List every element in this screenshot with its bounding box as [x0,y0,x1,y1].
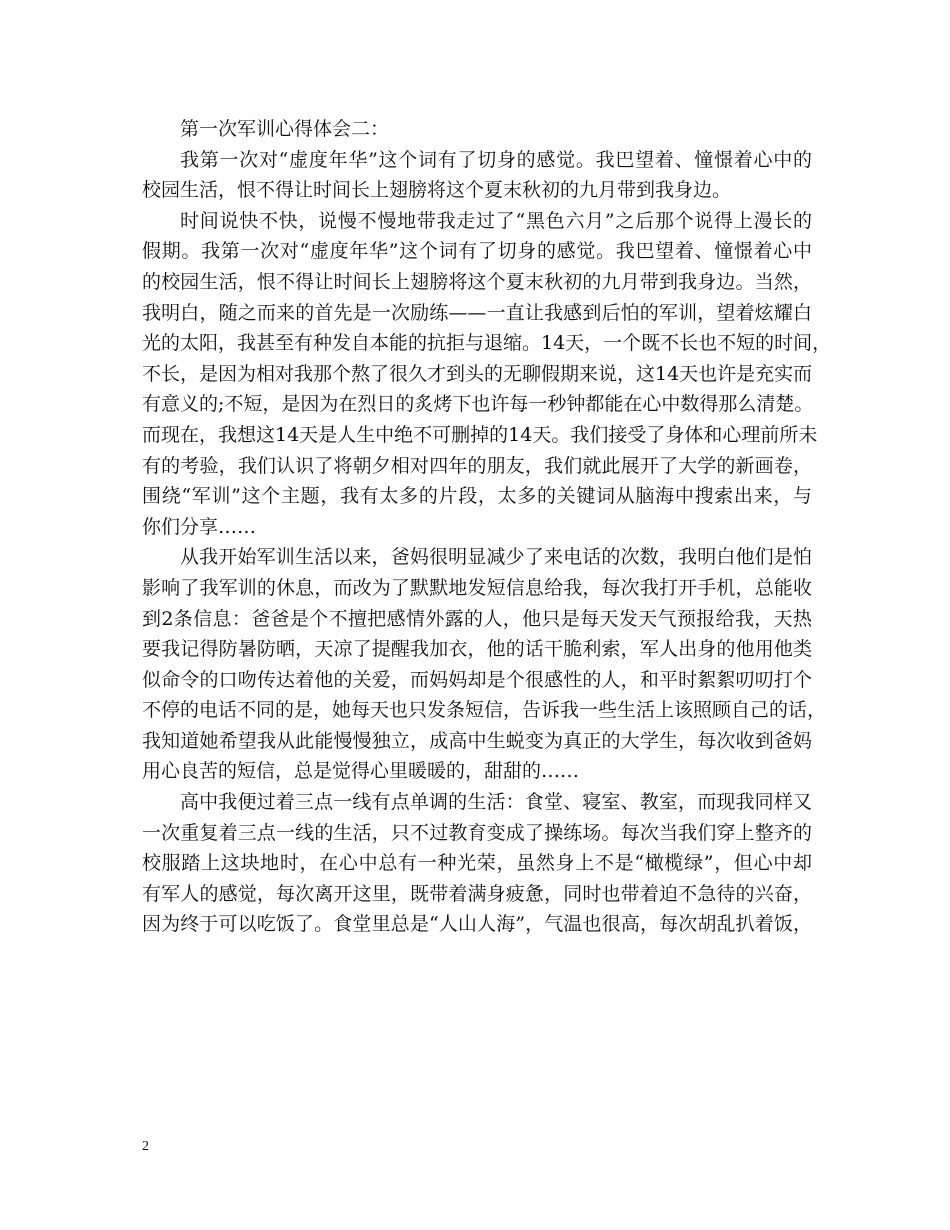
paragraph-3-line-7: 我知道她希望我从此能慢慢独立，成高中生蜕变为真正的大学生，每次收到爸妈 [142,729,812,752]
paragraph-2-line-8: 而现在，我想这14天是人生中绝不可删掉的14天。我们接受了身体和心理前所未 [142,423,818,446]
paragraph-2-line-11: 你们分享…… [142,515,257,538]
section-heading: 第一次军训心得体会二： [180,118,390,140]
paragraph-2-line-1: 时间说快不快，说慢不慢地带我走过了“黑色六月”之后那个说得上漫长的 [180,209,812,232]
paragraph-2-line-7: 有意义的;不短，是因为在烈日的炙烤下也许每一秒钟都能在心中数得那么清楚。 [142,393,814,416]
paragraph-2-line-9: 有的考验，我们认识了将朝夕相对四年的朋友，我们就此展开了大学的新画卷， [142,454,812,477]
paragraph-4-line-1: 高中我便过着三点一线有点单调的生活：食堂、寝室、教室，而现我同样又 [180,791,812,814]
paragraph-2-line-4: 我明白，随之而来的首先是一次励练——一直让我感到后怕的军训，望着炫耀白 [142,301,812,324]
paragraph-4-line-2: 一次重复着三点一线的生活，只不过教育变成了操练场。每次当我们穿上整齐的 [142,821,812,844]
paragraph-3-line-1: 从我开始军训生活以来，爸妈很明显减少了来电话的次数，我明白他们是怕 [180,546,812,569]
paragraph-4-line-4: 有军人的感觉，每次离开这里，既带着满身疲惫，同时也带着迫不急待的兴奋， [142,882,812,905]
paragraph-2-line-2: 假期。我第一次对“虚度年华”这个词有了切身的感觉。我巴望着、憧憬着心中 [142,240,812,263]
paragraph-3-line-2: 影响了我军训的休息，而改为了默默地发短信息给我，每次我打开手机，总能收 [142,576,812,599]
paragraph-2-line-10: 围绕“军训”这个主题，我有太多的片段，太多的关键词从脑海中搜索出来，与 [142,485,812,508]
paragraph-3-line-4: 要我记得防暑防晒，天凉了提醒我加衣，他的话干脆利索，军人出身的他用他类 [142,638,812,661]
paragraph-1-line-1: 我第一次对“虚度年华”这个词有了切身的感觉。我巴望着、憧憬着心中的 [180,148,812,171]
paragraph-4-line-5: 因为终于可以吃饭了。食堂里总是“人山人海”，气温也很高，每次胡乱扒着饭， [142,913,812,936]
paragraph-2-line-6: 不长，是因为相对我那个熬了很久才到头的无聊假期来说，这14天也许是充实而 [142,362,813,385]
page-number: 2 [142,1139,149,1154]
paragraph-2-line-3: 的校园生活，恨不得让时间长上翅膀将这个夏末秋初的九月带到我身边。当然， [142,270,812,293]
paragraph-4-line-3: 校服踏上这块地时，在心中总有一种光荣，虽然身上不是“橄榄绿”，但心中却 [142,852,812,875]
paragraph-1-line-2: 校园生活，恨不得让时间长上翅膀将这个夏末秋初的九月带到我身边。 [142,179,732,202]
paragraph-3-line-8: 用心良苦的短信，总是觉得心里暖暖的，甜甜的…… [142,760,580,783]
paragraph-3-line-3: 到2条信息：爸爸是个不擅把感情外露的人，他只是每天发天气预报给我，天热 [142,607,812,630]
paragraph-2-line-5: 光的太阳，我甚至有种发自本能的抗拒与退缩。14天，一个既不长也不短的时间， [142,332,832,355]
paragraph-3-line-5: 似命令的口吻传达着他的关爱，而妈妈却是个很感性的人，和平时絮絮叨叨打个 [142,668,812,691]
paragraph-3-line-6: 不停的电话不同的是，她每天也只发条短信，告诉我一些生活上该照顾自己的话， [142,699,827,722]
document-body [142,114,832,940]
